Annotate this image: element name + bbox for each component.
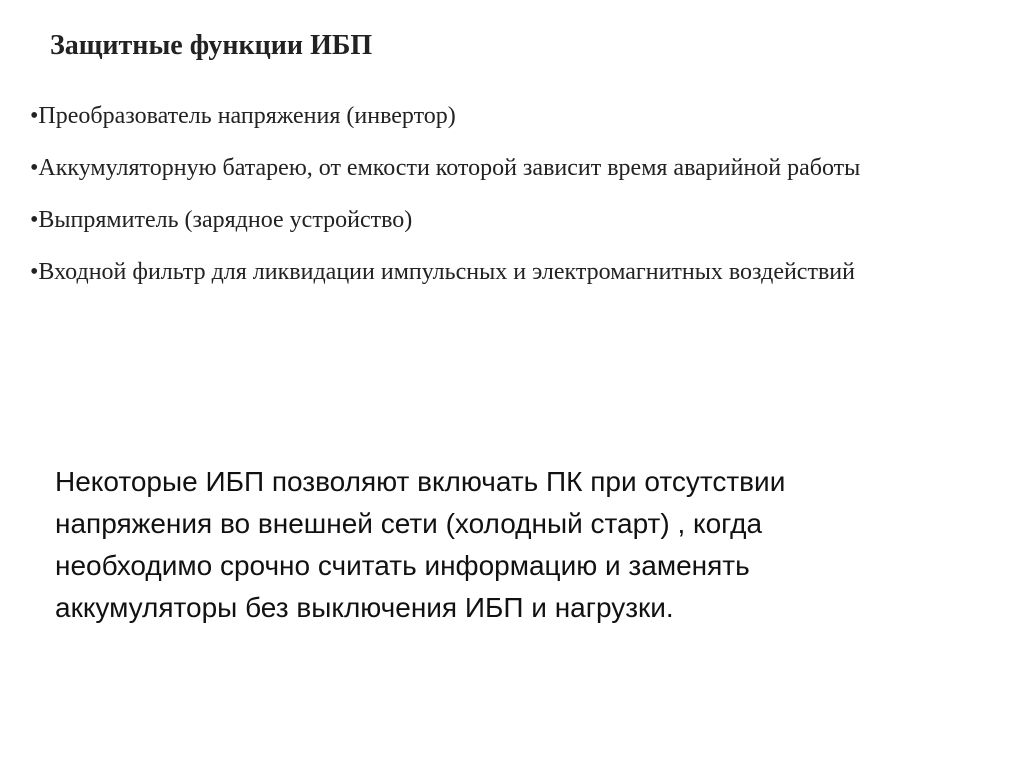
bullet-mark: • — [30, 103, 39, 129]
list-item-text: Преобразователь напряжения (инвертор) — [38, 103, 456, 129]
list-item — [30, 142, 930, 194]
slide-title: Защитные функции ИБП — [50, 30, 373, 61]
list-item — [30, 194, 930, 246]
bullet-mark: • — [30, 259, 39, 285]
list-item — [30, 246, 930, 298]
list-item-text: Входной фильтр для ликвидации импульсных и электромагнитных воздействий — [38, 259, 855, 285]
list-item-text: Выпрямитель (зарядное устройство) — [38, 207, 413, 233]
list-item-text: Аккумуляторную батарею, от емкости которой зависит время аварийной работы — [38, 155, 861, 181]
list-item — [30, 90, 930, 142]
note-paragraph: Некоторые ИБП позволяют включать ПК при отсутствии напряжения во внешней сети (холодный старт) , когда необходимо срочно считать информацию и заменять аккумуляторы без выключения ИБП и нагрузки. — [55, 466, 786, 623]
bullet-mark: • — [30, 207, 39, 233]
component-list — [30, 90, 990, 298]
bullet-mark: • — [30, 155, 39, 181]
